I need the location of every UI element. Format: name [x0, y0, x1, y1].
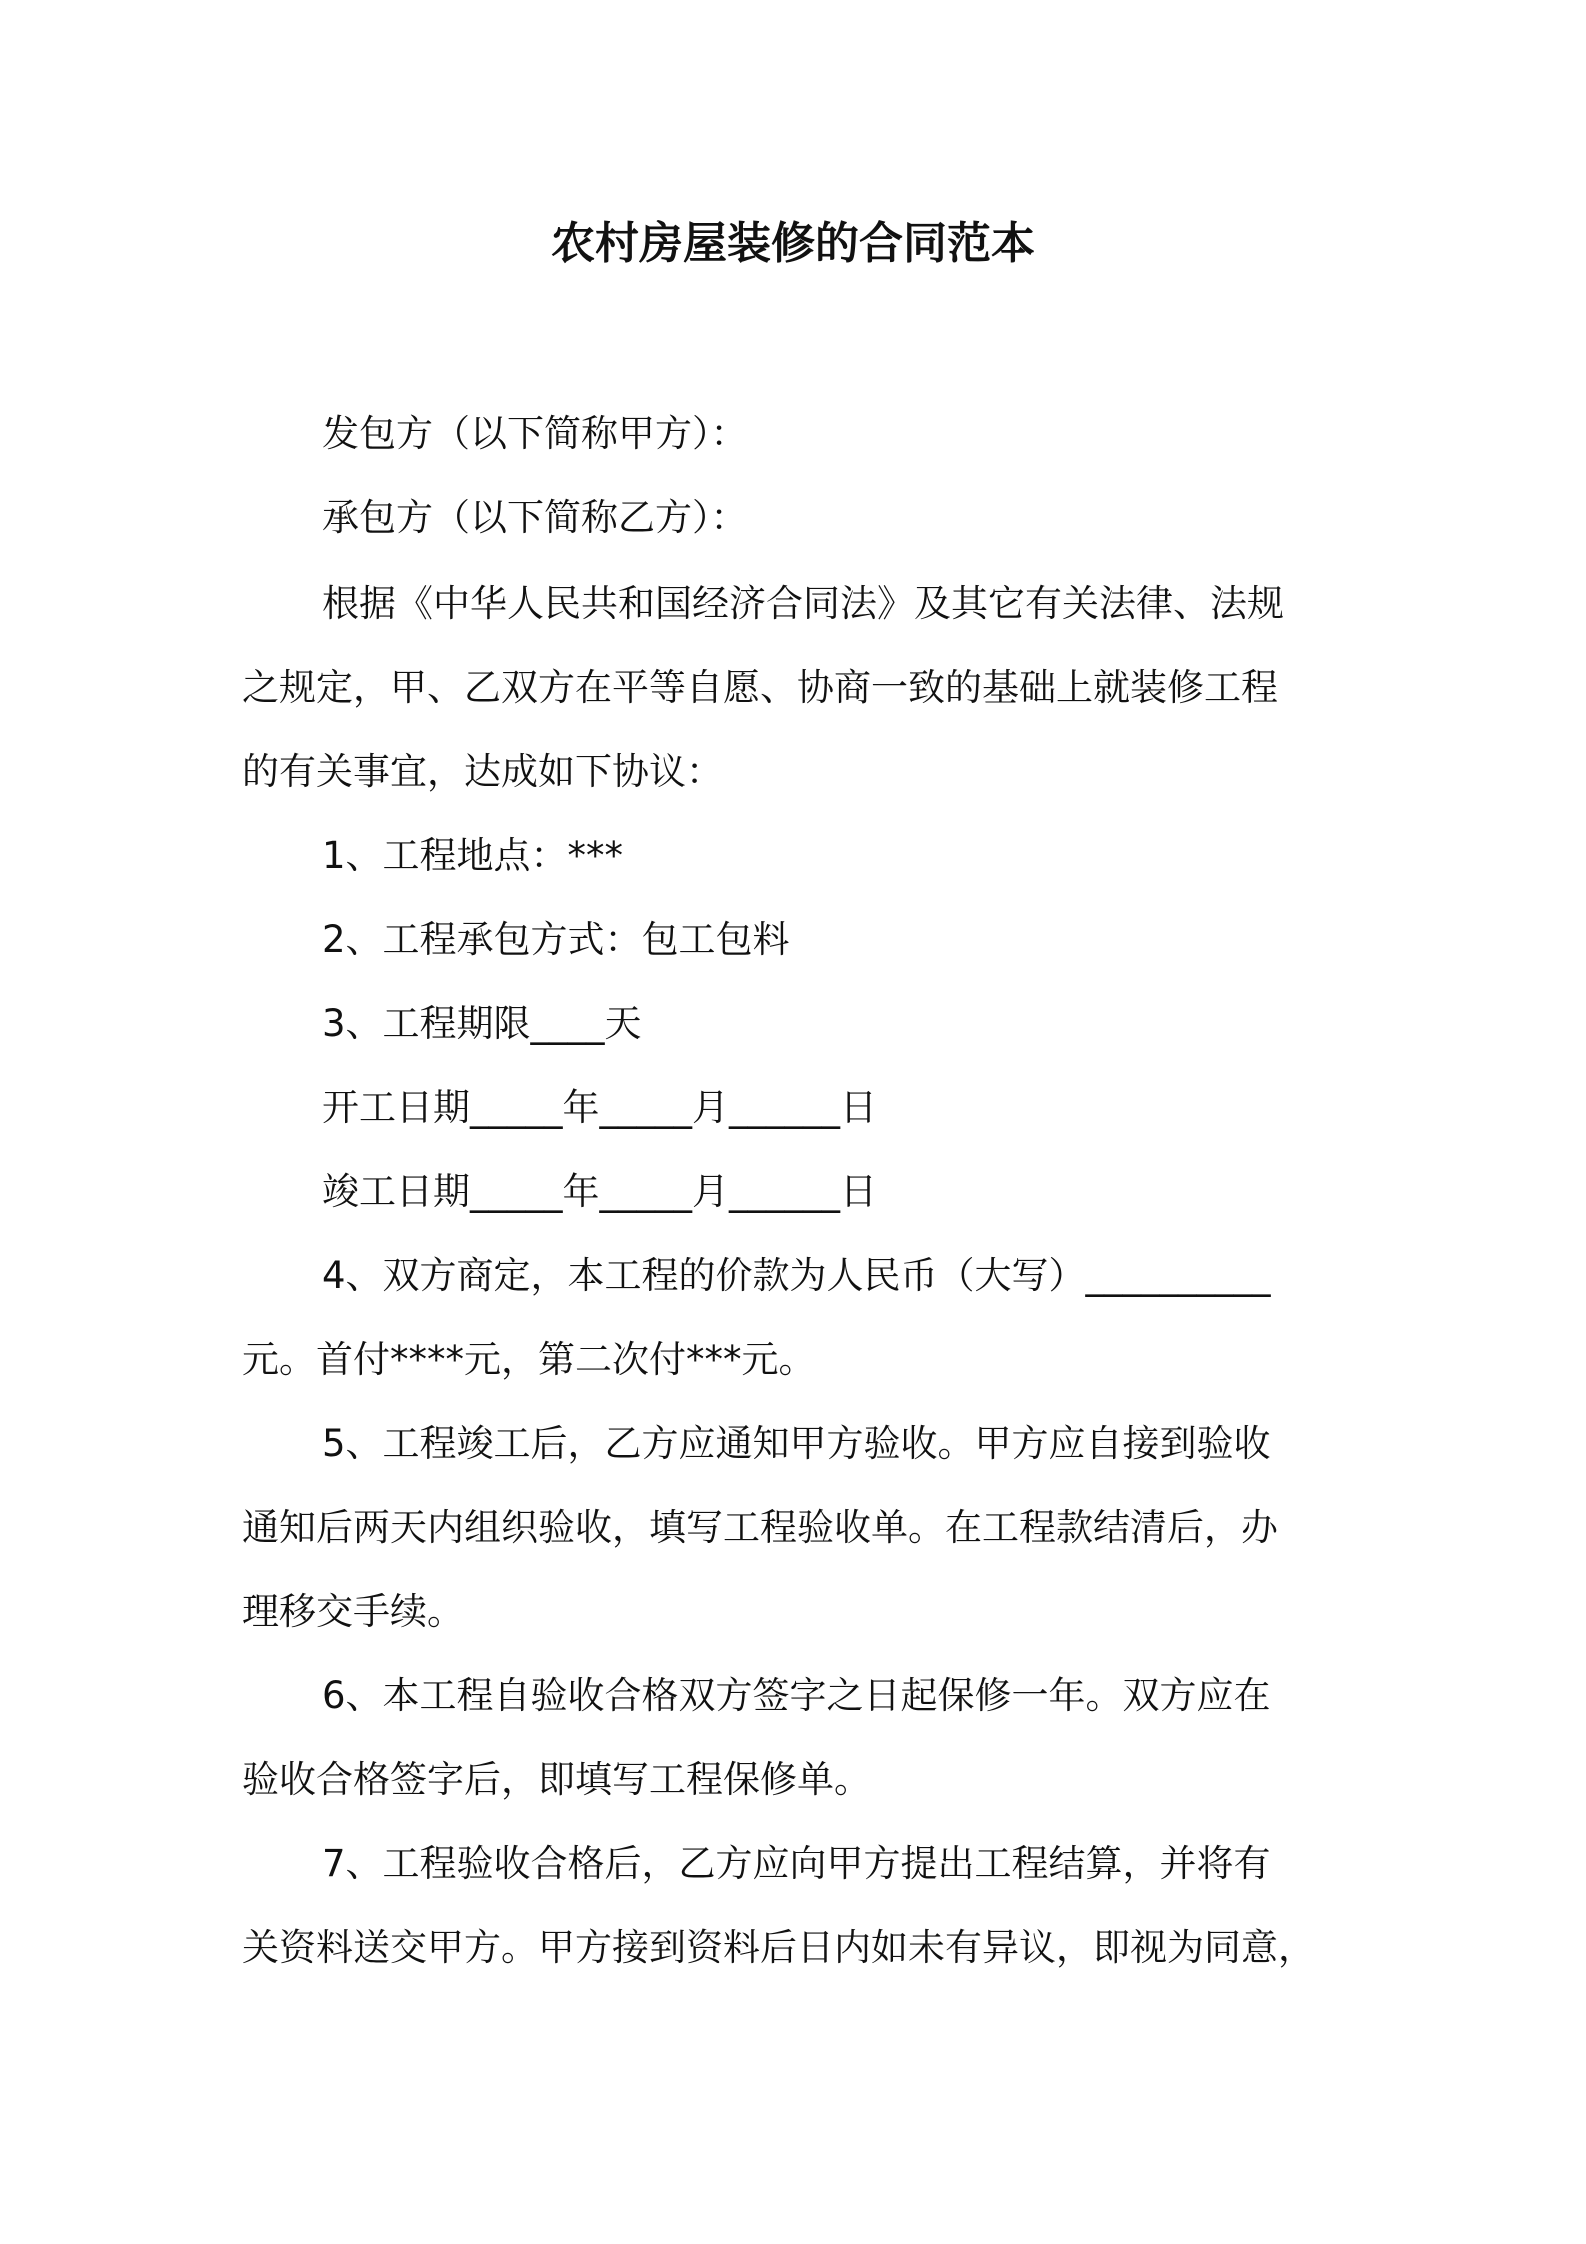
clause-7-line-1: 7、工程验收合格后，乙方应向甲方提出工程结算，并将有	[322, 1842, 1271, 1885]
preamble-line-3: 的有关事宜，达成如下协议：	[242, 750, 723, 793]
party-a-line: 发包方（以下简称甲方）：	[322, 412, 748, 455]
clause-2-line: 2、工程承包方式：包工包料	[322, 918, 790, 961]
clause-5-line-2: 通知后两天内组织验收，填写工程验收单。在工程款结清后，办	[242, 1506, 1278, 1549]
clause-3-line: 3、工程期限____天	[322, 1002, 642, 1045]
preamble-line-2: 之规定，甲、乙双方在平等自愿、协商一致的基础上就装修工程	[242, 666, 1278, 709]
clause-4-line-1: 4、双方商定，本工程的价款为人民币（大写）__________	[322, 1254, 1271, 1297]
clause-6-line-2: 验收合格签字后，即填写工程保修单。	[242, 1758, 871, 1801]
party-b-line: 承包方（以下简称乙方）：	[322, 496, 748, 539]
document-title: 农村房屋装修的合同范本	[551, 218, 1035, 269]
clause-5-line-1: 5、工程竣工后，乙方应通知甲方验收。甲方应自接到验收	[322, 1422, 1271, 1465]
preamble-line-1: 根据《中华人民共和国经济合同法》及其它有关法律、法规	[322, 582, 1284, 625]
clause-1-line: 1、工程地点：***	[322, 834, 624, 877]
completion-date-line: 竣工日期_____年_____月______日	[322, 1170, 877, 1213]
clause-5-line-3: 理移交手续。	[242, 1590, 464, 1633]
clause-4-line-2: 元。首付****元，第二次付***元。	[242, 1338, 816, 1381]
clause-7-line-2: 关资料送交甲方。甲方接到资料后日内如未有异议，即视为同意，	[242, 1926, 1315, 1969]
start-date-line: 开工日期_____年_____月______日	[322, 1086, 877, 1129]
clause-6-line-1: 6、本工程自验收合格双方签字之日起保修一年。双方应在	[322, 1674, 1271, 1717]
